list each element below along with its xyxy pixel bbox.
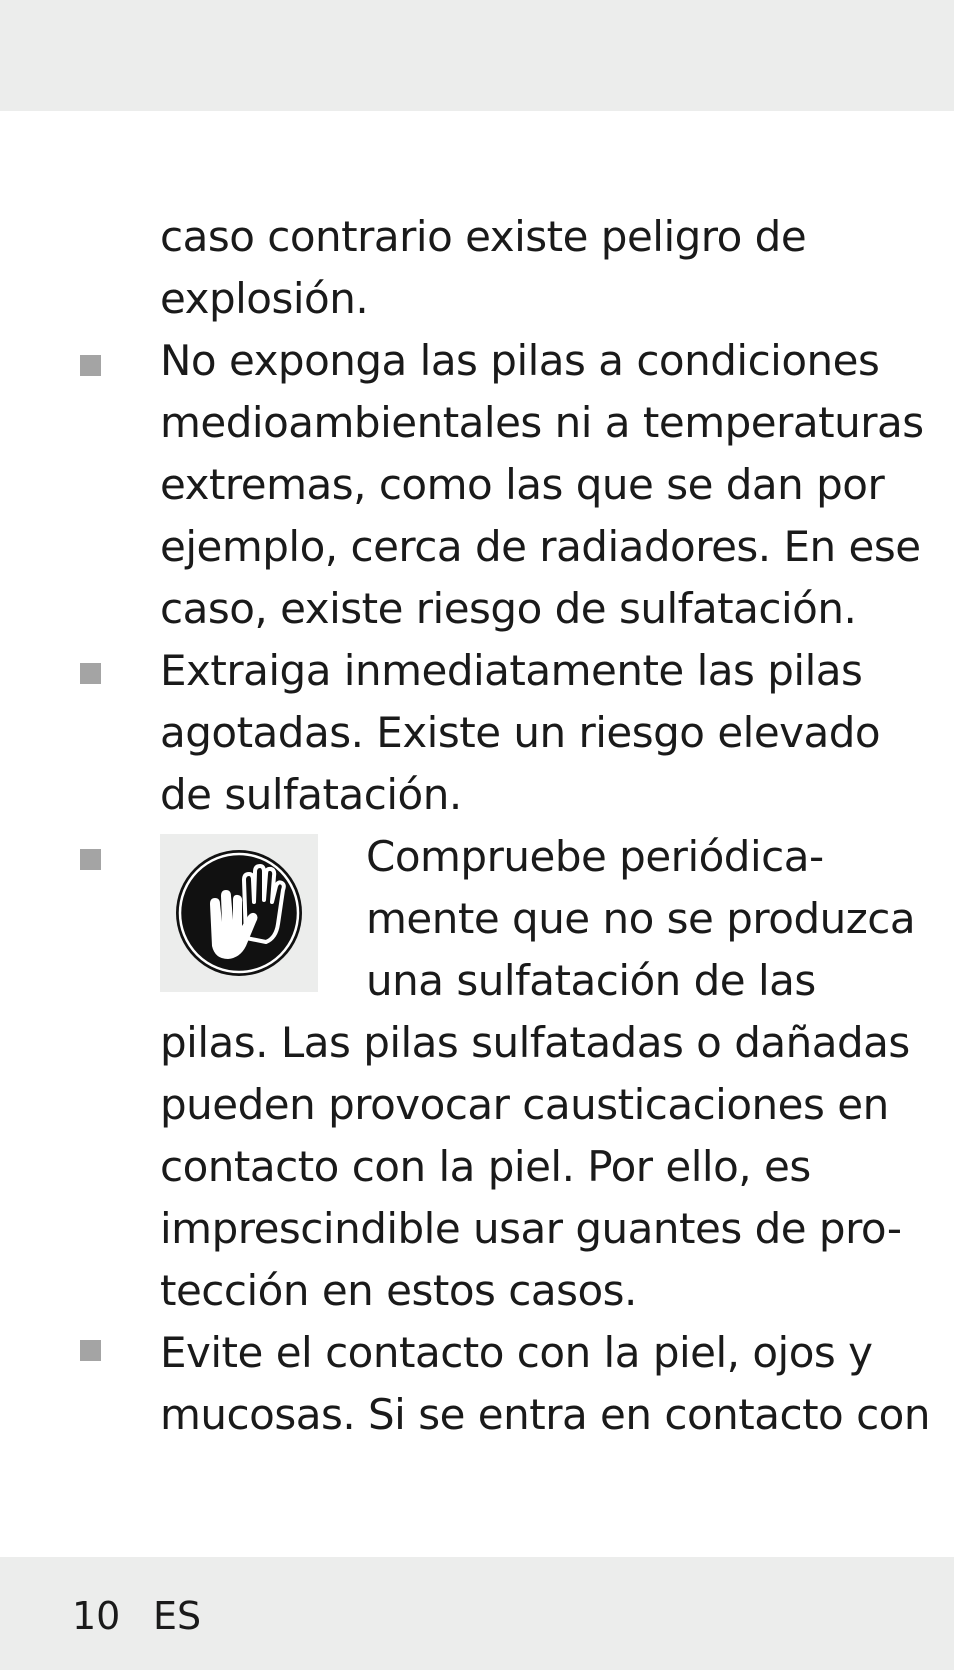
- body-text-line: imprescindible usar guantes de pro-: [160, 1204, 902, 1253]
- body-text-line: de sulfatación.: [160, 770, 462, 819]
- footer-band: [0, 1557, 954, 1670]
- bullet-icon: [80, 1340, 101, 1361]
- body-text-line: medioambientales ni a temperaturas: [160, 398, 924, 447]
- body-text-line: explosión.: [160, 274, 369, 323]
- bullet-icon: [80, 355, 101, 376]
- body-text-line: Compruebe periódica-: [366, 832, 824, 881]
- body-text-line: Evite el contacto con la piel, ojos y: [160, 1328, 873, 1377]
- protective-gloves-icon: [160, 834, 318, 992]
- body-text-line: caso, existe riesgo de sulfatación.: [160, 584, 857, 633]
- body-text-line: caso contrario existe peligro de: [160, 212, 807, 261]
- language-code: ES: [153, 1594, 202, 1638]
- body-text-line: mucosas. Si se entra en contacto con: [160, 1390, 930, 1439]
- body-text-line: pilas. Las pilas sulfatadas o dañadas: [160, 1018, 910, 1067]
- body-text-line: No exponga las pilas a condiciones: [160, 336, 880, 385]
- body-text-line: pueden provocar causticaciones en: [160, 1080, 889, 1129]
- page-number: 10: [72, 1594, 121, 1638]
- header-band: [0, 0, 954, 111]
- body-text-line: contacto con la piel. Por ello, es: [160, 1142, 811, 1191]
- body-text-line: una sulfatación de las: [366, 956, 816, 1005]
- body-text-line: tección en estos casos.: [160, 1266, 637, 1315]
- bullet-icon: [80, 849, 101, 870]
- body-text-line: Extraiga inmediatamente las pilas: [160, 646, 863, 695]
- bullet-icon: [80, 663, 101, 684]
- body-text-line: ejemplo, cerca de radiadores. En ese: [160, 522, 921, 571]
- body-text-line: agotadas. Existe un riesgo elevado: [160, 708, 881, 757]
- body-text-line: mente que no se produzca: [366, 894, 916, 943]
- body-text-line: extremas, como las que se dan por: [160, 460, 885, 509]
